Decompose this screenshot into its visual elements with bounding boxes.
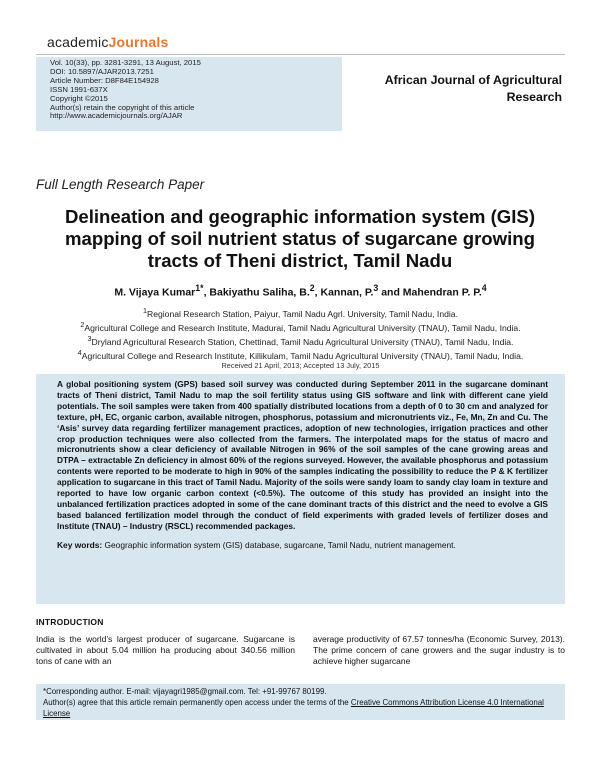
journal-name	[360, 72, 562, 106]
author-affil-mark: 4	[481, 283, 487, 293]
journal-publisher-logo	[47, 34, 168, 50]
corresponding-author: *Corresponding author. E-mail: vijayagri1985@gmail.com. Tel: +91-99767 80199.	[43, 687, 327, 696]
author-affil-mark: 3	[373, 283, 379, 293]
license-link[interactable]: Creative Commons Attribution License 4.0 International License	[43, 698, 544, 718]
abstract-text: A global positioning system (GPS) based soil survey was conducted during September 2011 in the sugarcane dominant tracts of Theni district, Tamil Nadu to map the soil fertility status using GIS software and link with different cane yield potentials. The soil samples were taken from 400 spatially distributed locations from a depth of 0 to 30 cm and analyzed for texture, pH, EC, organic carbon, available nitrogen, phosphorus, potassium and micronutrients viz., Fe, Mn, Zn and Cu. The ‘Asis’ survey data regarding fertilizer management practices, adoption of new technologies, irrigation practices and other crop production techniques were also collected from the farmers. The interpolated maps for the status of macro and micronutrients show a clear deficiency of available Nitrogen in 96% of the soil samples of the cane growing areas and DTPA – extractable Zn deficiency in almost 60% of the regions surveyed. However, the available phosphorus and potassium contents were reported to be moderate to high in 90% of the samples indicating the possibility to reduce the P & K fertilizer application to sugarcane in this tract of Tamil Nadu. Majority of the soils were sandy loam to sandy clay loam in texture and reported to have low organic carbon context (<0.5%). The outcome of this study has provided an insight into the unbalanced fertilization practices adopted in some of the cane dominant tracts of this district and the need to evolve a GIS based balanced fertilization model through the conduct of field experiments with graded levels of fertilizer doses and Institute (TNAU) – Industry (RSCL) recommended packages.	[57, 379, 548, 531]
received-accepted-dates: Received 21 April, 2013; Accepted 13 July, 2015	[221, 361, 380, 370]
affiliation-mark: 2	[80, 321, 85, 330]
journal-name-line-1: African Journal of Agricultural	[384, 73, 562, 87]
abstract-box	[36, 374, 565, 604]
meta-doi: DOI: 10.5897/AJAR2013.7251	[50, 66, 154, 76]
paper-title	[60, 206, 540, 272]
meta-article-number: Article Number: D8F84E154928	[50, 75, 159, 85]
affiliation-text: Dryland Agricultural Research Station, Chettinad, Tamil Nadu Agricultural University (TNAU), Tamil Nadu, India.	[91, 337, 514, 348]
header-divider	[36, 54, 565, 55]
license-prefix: Author(s) agree that this article remain permanently open access under the terms of the	[43, 698, 351, 707]
logo-text-journals: Journals	[108, 34, 169, 50]
meta-issn: ISSN 1991-637X	[50, 84, 108, 94]
author-separator: ,	[203, 286, 210, 299]
footer-notes	[36, 684, 565, 720]
meta-copyright: Copyright ©2015	[50, 93, 108, 103]
meta-journal-url[interactable]: http://www.academicjournals.org/AJAR	[50, 111, 183, 121]
author-name: M. Vijaya Kumar	[114, 286, 196, 299]
author-list	[36, 283, 565, 299]
meta-copyright-note: Author(s) retain the copyright of this article	[50, 102, 195, 112]
affiliation-line	[36, 334, 565, 348]
author-separator: ,	[314, 286, 321, 299]
affiliation-text: Regional Research Station, Paiyur, Tamil Nadu Agrl. University, Tamil Nadu, India.	[147, 308, 458, 319]
section-heading-introduction: INTRODUCTION	[36, 617, 104, 627]
body-column-left: India is the world’s largest producer of sugarcane. Sugarcane is cultivated in about 5.04 million ha producing about 340.56 million tons of cane with an	[36, 634, 295, 666]
affiliation-text: Agricultural College and Research Institute, Madurai, Tamil Nadu Agricultural University (TNAU), Tamil Nadu, India.	[84, 323, 521, 334]
author-affil-mark: 2	[309, 283, 315, 293]
title-line: Delineation and geographic information system (GIS)	[64, 206, 536, 227]
article-metadata-box	[36, 57, 342, 131]
title-line: mapping of soil nutrient status of sugarcane growing	[64, 228, 536, 249]
affiliation-line	[36, 320, 565, 334]
affiliation-mark: 1	[143, 307, 147, 315]
keywords	[57, 540, 548, 550]
paper-type: Full Length Research Paper	[36, 177, 205, 192]
author-name: Bakiyathu Saliha, B.	[209, 286, 310, 299]
author-separator: and	[378, 286, 403, 299]
meta-volume: Vol. 10(33), pp. 3281-3291, 13 August, 2015	[50, 58, 201, 67]
affiliations	[36, 306, 565, 363]
author-name: Kannan, P.	[320, 286, 374, 299]
affiliation-mark: 4	[77, 349, 82, 358]
affiliation-text: Agricultural College and Research Institute, Killikulam, Tamil Nadu Agricultural University (TNAU), Tamil Nadu, India.	[81, 351, 524, 362]
title-line: tracts of Theni district, Tamil Nadu	[147, 250, 453, 271]
keywords-text: Geographic information system (GIS) database, sugarcane, Tamil Nadu, nutrient management.	[104, 539, 456, 550]
logo-text-academic: academic	[47, 34, 109, 50]
body-column-right: average productivity of 67.57 tonnes/ha (Economic Survey, 2013). The prime concern of cane growers and the sugar industry is to achieve higher sugarcane	[313, 634, 565, 666]
keywords-label: Key words:	[57, 539, 103, 550]
author-name: Mahendran P. P.	[402, 286, 482, 299]
author-affil-mark: 1*	[195, 283, 204, 293]
affiliation-line	[36, 306, 565, 320]
affiliation-mark: 3	[87, 335, 92, 344]
journal-name-line-2: Research	[506, 90, 562, 104]
license-statement	[43, 697, 565, 719]
